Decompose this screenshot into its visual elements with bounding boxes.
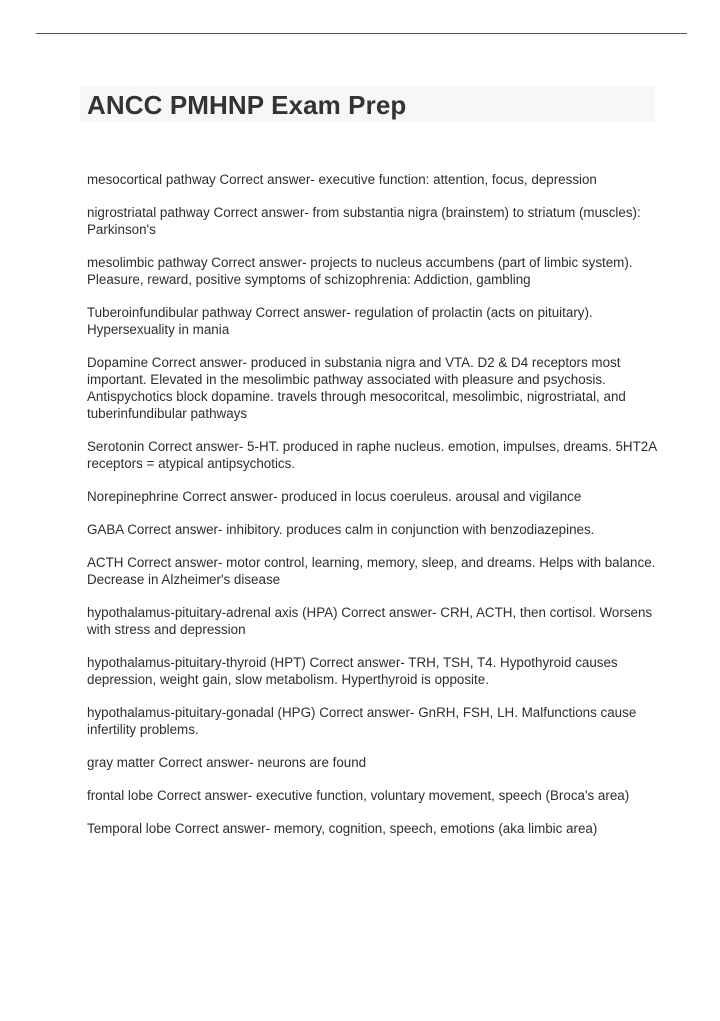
entry-definition: GnRH, FSH, LH. Malfunctions cause infertility problems. — [87, 705, 637, 737]
entry-definition: TRH, TSH, T4. Hypothyroid causes depression, weight gain, slow metabolism. Hyperthyroid is opposite. — [87, 655, 618, 687]
entry-definition: from substantia nigra (brainstem) to striatum (muscles): Parkinson's — [87, 205, 641, 237]
entry-definition: projects to nucleus accumbens (part of limbic system). Pleasure, reward, positive symptoms of schizophrenia: Addiction, gambling — [87, 255, 633, 287]
flashcard-entry — [87, 754, 657, 771]
flashcard-entry — [87, 354, 657, 422]
flashcard-entry — [87, 554, 657, 588]
answer-separator: Correct answer- — [127, 522, 223, 537]
answer-separator: Correct answer- — [319, 705, 415, 720]
flashcard-entry — [87, 304, 657, 338]
entry-definition: motor control, learning, memory, sleep, and dreams. Helps with balance. Decrease in Alzheimer's disease — [87, 555, 656, 587]
entry-term: mesocortical pathway — [87, 172, 216, 187]
flashcard-entry — [87, 171, 657, 188]
answer-separator: Correct answer- — [309, 655, 405, 670]
entry-term: frontal lobe — [87, 788, 154, 803]
answer-separator: Correct answer- — [157, 788, 253, 803]
top-divider — [36, 33, 687, 34]
flashcard-entry — [87, 521, 657, 538]
entry-definition: CRH, ACTH, then cortisol. Worsens with stress and depression — [87, 605, 653, 637]
answer-separator: Correct answer- — [211, 255, 307, 270]
entry-definition: 5-HT. produced in raphe nucleus. emotion, impulses, dreams. 5HT2A receptors = atypical antipsychotics. — [87, 439, 657, 471]
entry-term: hypothalamus-pituitary-adrenal axis (HPA) — [87, 605, 338, 620]
answer-separator: Correct answer- — [213, 205, 309, 220]
answer-separator: Correct answer- — [148, 439, 244, 454]
entry-term: Temporal lobe — [87, 821, 172, 836]
flashcard-entry — [87, 820, 657, 837]
entry-definition: regulation of prolactin (acts on pituitary). Hypersexuality in mania — [87, 305, 593, 337]
entry-term: Serotonin — [87, 439, 145, 454]
entry-term: gray matter — [87, 755, 155, 770]
flashcard-entry — [87, 604, 657, 638]
flashcard-entry — [87, 488, 657, 505]
flashcard-list — [87, 171, 657, 853]
entry-definition: executive function: attention, focus, depression — [318, 172, 597, 187]
flashcard-entry — [87, 438, 657, 472]
answer-separator: Correct answer- — [127, 555, 223, 570]
entry-definition: memory, cognition, speech, emotions (aka limbic area) — [273, 821, 598, 836]
entry-term: Dopamine — [87, 355, 149, 370]
entry-definition: produced in locus coeruleus. arousal and vigilance — [281, 489, 582, 504]
entry-definition: neurons are found — [257, 755, 367, 770]
flashcard-entry — [87, 204, 657, 238]
entry-definition: inhibitory. produces calm in conjunction with benzodiazepines. — [226, 522, 595, 537]
entry-term: Tuberoinfundibular pathway — [87, 305, 252, 320]
answer-separator: Correct answer- — [174, 821, 271, 836]
entry-term: hypothalamus-pituitary-thyroid (HPT) — [87, 655, 306, 670]
flashcard-entry — [87, 254, 657, 288]
entry-term: hypothalamus-pituitary-gonadal (HPG) — [87, 705, 316, 720]
answer-separator: Correct answer- — [151, 355, 248, 370]
answer-separator: Correct answer- — [255, 305, 351, 320]
entry-term: mesolimbic pathway — [87, 255, 208, 270]
entry-term: Norepinephrine — [87, 489, 179, 504]
flashcard-entry — [87, 787, 657, 804]
flashcard-entry — [87, 654, 657, 688]
entry-term: ACTH — [87, 555, 124, 570]
flashcard-entry — [87, 704, 657, 738]
answer-separator: Correct answer- — [219, 172, 315, 187]
entry-term: GABA — [87, 522, 124, 537]
entry-term: nigrostriatal pathway — [87, 205, 210, 220]
entry-definition: produced in substania nigra and VTA. D2 & D4 receptors most important. Elevated in the mesolimbic pathway associated with pleasure and psychosis. Antispychotics block dopamine. travels through mesocoritcal, mesolimbic, nigrostriatal, and tuberinfundibular pathways — [87, 355, 626, 421]
page-title: ANCC PMHNP Exam Prep — [87, 90, 407, 120]
answer-separator: Correct answer- — [158, 755, 254, 770]
answer-separator: Correct answer- — [341, 605, 437, 620]
answer-separator: Correct answer- — [182, 489, 278, 504]
entry-definition: executive function, voluntary movement, speech (Broca's area) — [255, 788, 630, 803]
